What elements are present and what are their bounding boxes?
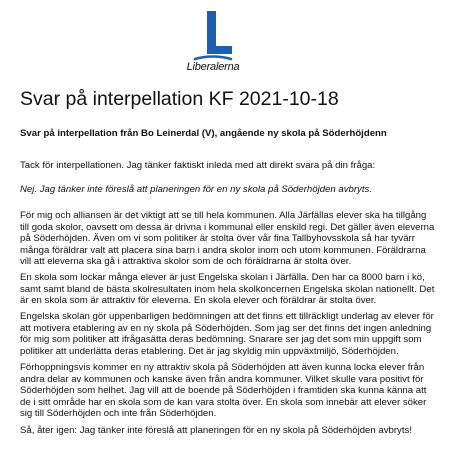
paragraph-assessment (20, 311, 434, 357)
liberalerna-l-logo-icon (190, 8, 236, 62)
text-line: Söderhöjden som helhet. Jag vill att de boende på Söderhöjden i framtiden ska kunna känna att (20, 385, 427, 396)
text-line: Engelska skolan gör uppenbarligen bedömningen att det finns ett tillräckligt underlag av elever för (20, 311, 434, 322)
text-line: För mig och alliansen är det viktigt att se till hela kommunen. Alla Järfällas elever ska ha tillgång (20, 210, 427, 221)
text-line: är en skola som är attraktiv för eleverna. En skola elever och föräldrar är stolta över. (20, 295, 377, 306)
text-line: Tack för interpellationen. Jag tänker faktiskt inleda med att direkt svara på din fråga: (20, 160, 376, 171)
text-line: för mig som politiker att ifrågasätta deras bedömning. Snarare ser jag det som min uppgift som (20, 334, 422, 345)
text-line: andra delar av kommunen och kanske även från andra kommuner. Vilket skulle vara positivt för (20, 373, 424, 385)
text-line: till goda skolor, oavsett om dessa är drivna i kommunal eller enskild regi. Det gäller även eleverna (20, 221, 435, 233)
paragraph-whole-municipality (20, 210, 434, 268)
paragraph-conclusion (20, 425, 412, 437)
text-line: Så, åter igen: Jag tänker inte föreslå att planeringen för en ny skola på Söderhöjden avbryts! (20, 425, 412, 436)
page-title: Svar på interpellation KF 2021-10-18 (20, 88, 339, 110)
text-line: politiker att underlätta deras etablering. Det är jag skyldig min uppväxtmiljö, Söderhöjden. (20, 345, 399, 357)
text-line: att motivera etablering av en ny skola på Söderhöjden. Som jag ser det finns det ingen anledning (20, 322, 432, 334)
text-line: En skola som lockar många elever är just Engelska skolan i Järfälla. Den har ca 8000 barn i kö, (20, 272, 425, 283)
paragraph-answer (20, 184, 372, 196)
paragraph-intro (20, 160, 375, 172)
text-line: de i sitt område har en skola som de kan vara stolta över. En skola som innebär att elever söker (20, 396, 427, 408)
paragraph-engelska-skolan (20, 272, 434, 307)
logo-text: Liberalerna (186, 61, 240, 73)
text-line: på Söderhöjden. Även om vi som politiker är stolta över vår fina Tallbyhovsskola så har tyvärr (20, 233, 415, 244)
paragraph-hope (20, 362, 426, 420)
subtitle: Svar på interpellation från Bo Leinerdal (V), angående ny skola på Söderhöjdenn (20, 128, 387, 139)
text-line: Förhoppningsvis kommer en ny attraktiv skola på Söderhöjden att även kunna locka elever från (20, 362, 425, 373)
text-line: samt samt bland de bästa skolresultaten inom hela skolkoncernen Engelska skolan nationellt. Det (20, 283, 435, 295)
text-line: många föräldrar valt att placera sina barn i andra skolor inom och utom kommunen. Föräldrarna (20, 244, 426, 256)
text-line: Nej. Jag tänker inte föreslå att planeringen för en ny skola på Söderhöjden avbryts. (20, 184, 372, 195)
text-line: vill att eleverna ska gå i attraktiva skolor som de och föräldrarna är stolta över. (20, 256, 352, 267)
liberalerna-logo (168, 6, 258, 78)
text-line: sig till Söderhöjden och inte från Söderhöjden. (20, 408, 217, 419)
